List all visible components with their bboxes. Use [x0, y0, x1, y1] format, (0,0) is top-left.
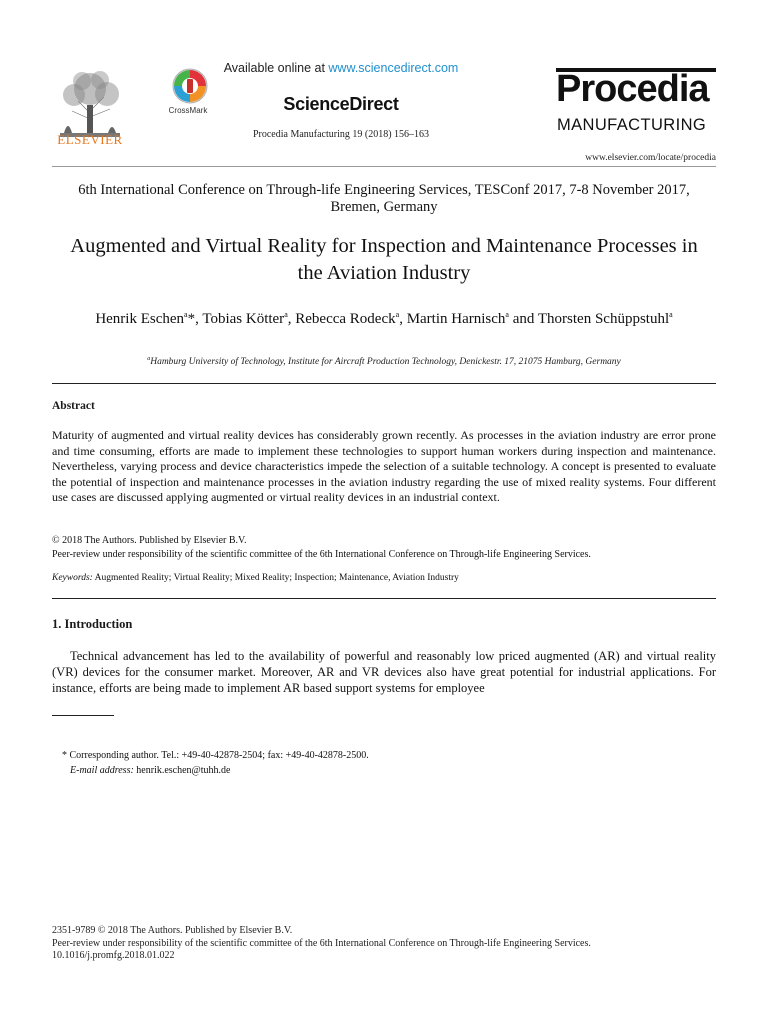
crossmark-label: CrossMark [168, 106, 208, 115]
paper-title: Augmented and Virtual Reality for Inspection and Maintenance Processes in the Aviation Industry [70, 235, 698, 284]
author-affiliation-sup: a [505, 310, 509, 319]
header-divider [52, 166, 716, 167]
author-affiliation-sup: a [669, 310, 673, 319]
doi-link[interactable]: 10.1016/j.promfg.2018.01.022 [52, 950, 175, 961]
keywords-label: Keywords: [52, 573, 93, 583]
affiliation-sup: a [147, 356, 151, 362]
available-online-line [150, 61, 532, 75]
author-list [60, 305, 708, 329]
author-separator: , [399, 311, 407, 327]
footnote-divider [52, 715, 114, 716]
author-name: Rebecca Rodeck [295, 311, 396, 327]
procedia-url-link[interactable]: www.elsevier.com/locate/procedia [585, 153, 716, 163]
author-name: Martin Harnisch [406, 311, 506, 327]
copyright-block [52, 534, 716, 561]
procedia-subtitle: MANUFACTURING [557, 116, 707, 134]
issn-line: 2351-9789 © 2018 The Authors. Published by Elsevier B.V. [52, 925, 293, 936]
author-name: Henrik Eschen [95, 311, 185, 327]
journal-reference: Procedia Manufacturing 19 (2018) 156–163 [252, 129, 430, 140]
author-affiliation-sup: a [184, 310, 188, 319]
footnote-corresponding-author: * Corresponding author. Tel.: +49-40-42878-2504; fax: +49-40-42878-2500. [62, 750, 369, 761]
author-affiliation-sup: a [395, 310, 400, 319]
footnote-email [70, 765, 230, 776]
abstract-body: Maturity of augmented and virtual reality devices has considerably grown recently. As processes in the aviation industry are error prone and time consuming, efforts are made to implement these technologies to support human workers during inspection and maintenance. Nevertheless, varying process and device characteristics impede the selection of a suitable technology. A concept is presented to evaluate the potential of inspection and maintenance processes in the aviation industry regarding the use of mixed reality systems. Four different use cases are discussed applying augmented or virtual reality devices in an industrial context. [52, 428, 716, 504]
page-footer [52, 925, 716, 963]
author-name: Thorsten Schüppstuhl [537, 311, 670, 327]
abstract-top-rule [52, 383, 716, 384]
abstract-bottom-rule [52, 598, 716, 599]
author-affiliation-sup: a [284, 310, 288, 319]
keywords-list: Augmented Reality; Virtual Reality; Mixed Reality; Inspection; Maintenance, Aviation Industry [92, 573, 459, 583]
conference-line: 6th International Conference on Through-life Engineering Services, TESConf 2017, 7-8 November 2017, Bremen, Germany [78, 182, 690, 215]
sciencedirect-link[interactable]: www.sciencedirect.com [328, 61, 459, 75]
copyright-line: © 2018 The Authors. Published by Elsevier B.V. [52, 535, 247, 546]
section-heading-introduction: 1. Introduction [52, 617, 133, 631]
available-prefix: Available online at [223, 61, 329, 75]
affiliation-line [60, 356, 708, 367]
sciencedirect-logo-text: ScienceDirect [283, 94, 399, 114]
author-separator: and [508, 311, 538, 327]
corresponding-mark: * [187, 311, 196, 327]
footer-peer-review-line: Peer-review under responsibility of the scientific committee of the 6th International Conference on Through-life Engineering Services. [52, 937, 591, 949]
email-address-link[interactable]: henrik.eschen@tuhh.de [133, 765, 231, 776]
author-separator: , [195, 311, 203, 327]
elsevier-wordmark: ELSEVIER [57, 132, 123, 147]
email-label: E-mail address: [70, 765, 134, 776]
introduction-paragraph: Technical advancement has led to the availability of powerful and reasonably low priced augmented (AR) and virtual reality (VR) devices for the consumer market. Moreover, AR and VR devices also have great potential for industrial applications. For instance, efforts are being made to implement AR based support systems for employee [52, 649, 716, 695]
procedia-logo-text: Procedia [556, 68, 709, 110]
abstract-heading: Abstract [52, 400, 95, 412]
author-separator: , [287, 311, 296, 327]
peer-review-line: Peer-review under responsibility of the scientific committee of the 6th International Conference on Through-life Engineering Services. [52, 548, 591, 560]
affiliation-text: Hamburg University of Technology, Institute for Aircraft Production Technology, Denickestr. 17, 21075 Hamburg, Germany [150, 357, 621, 368]
author-name: Tobias Kötter [202, 311, 285, 327]
keywords-line [52, 573, 716, 583]
